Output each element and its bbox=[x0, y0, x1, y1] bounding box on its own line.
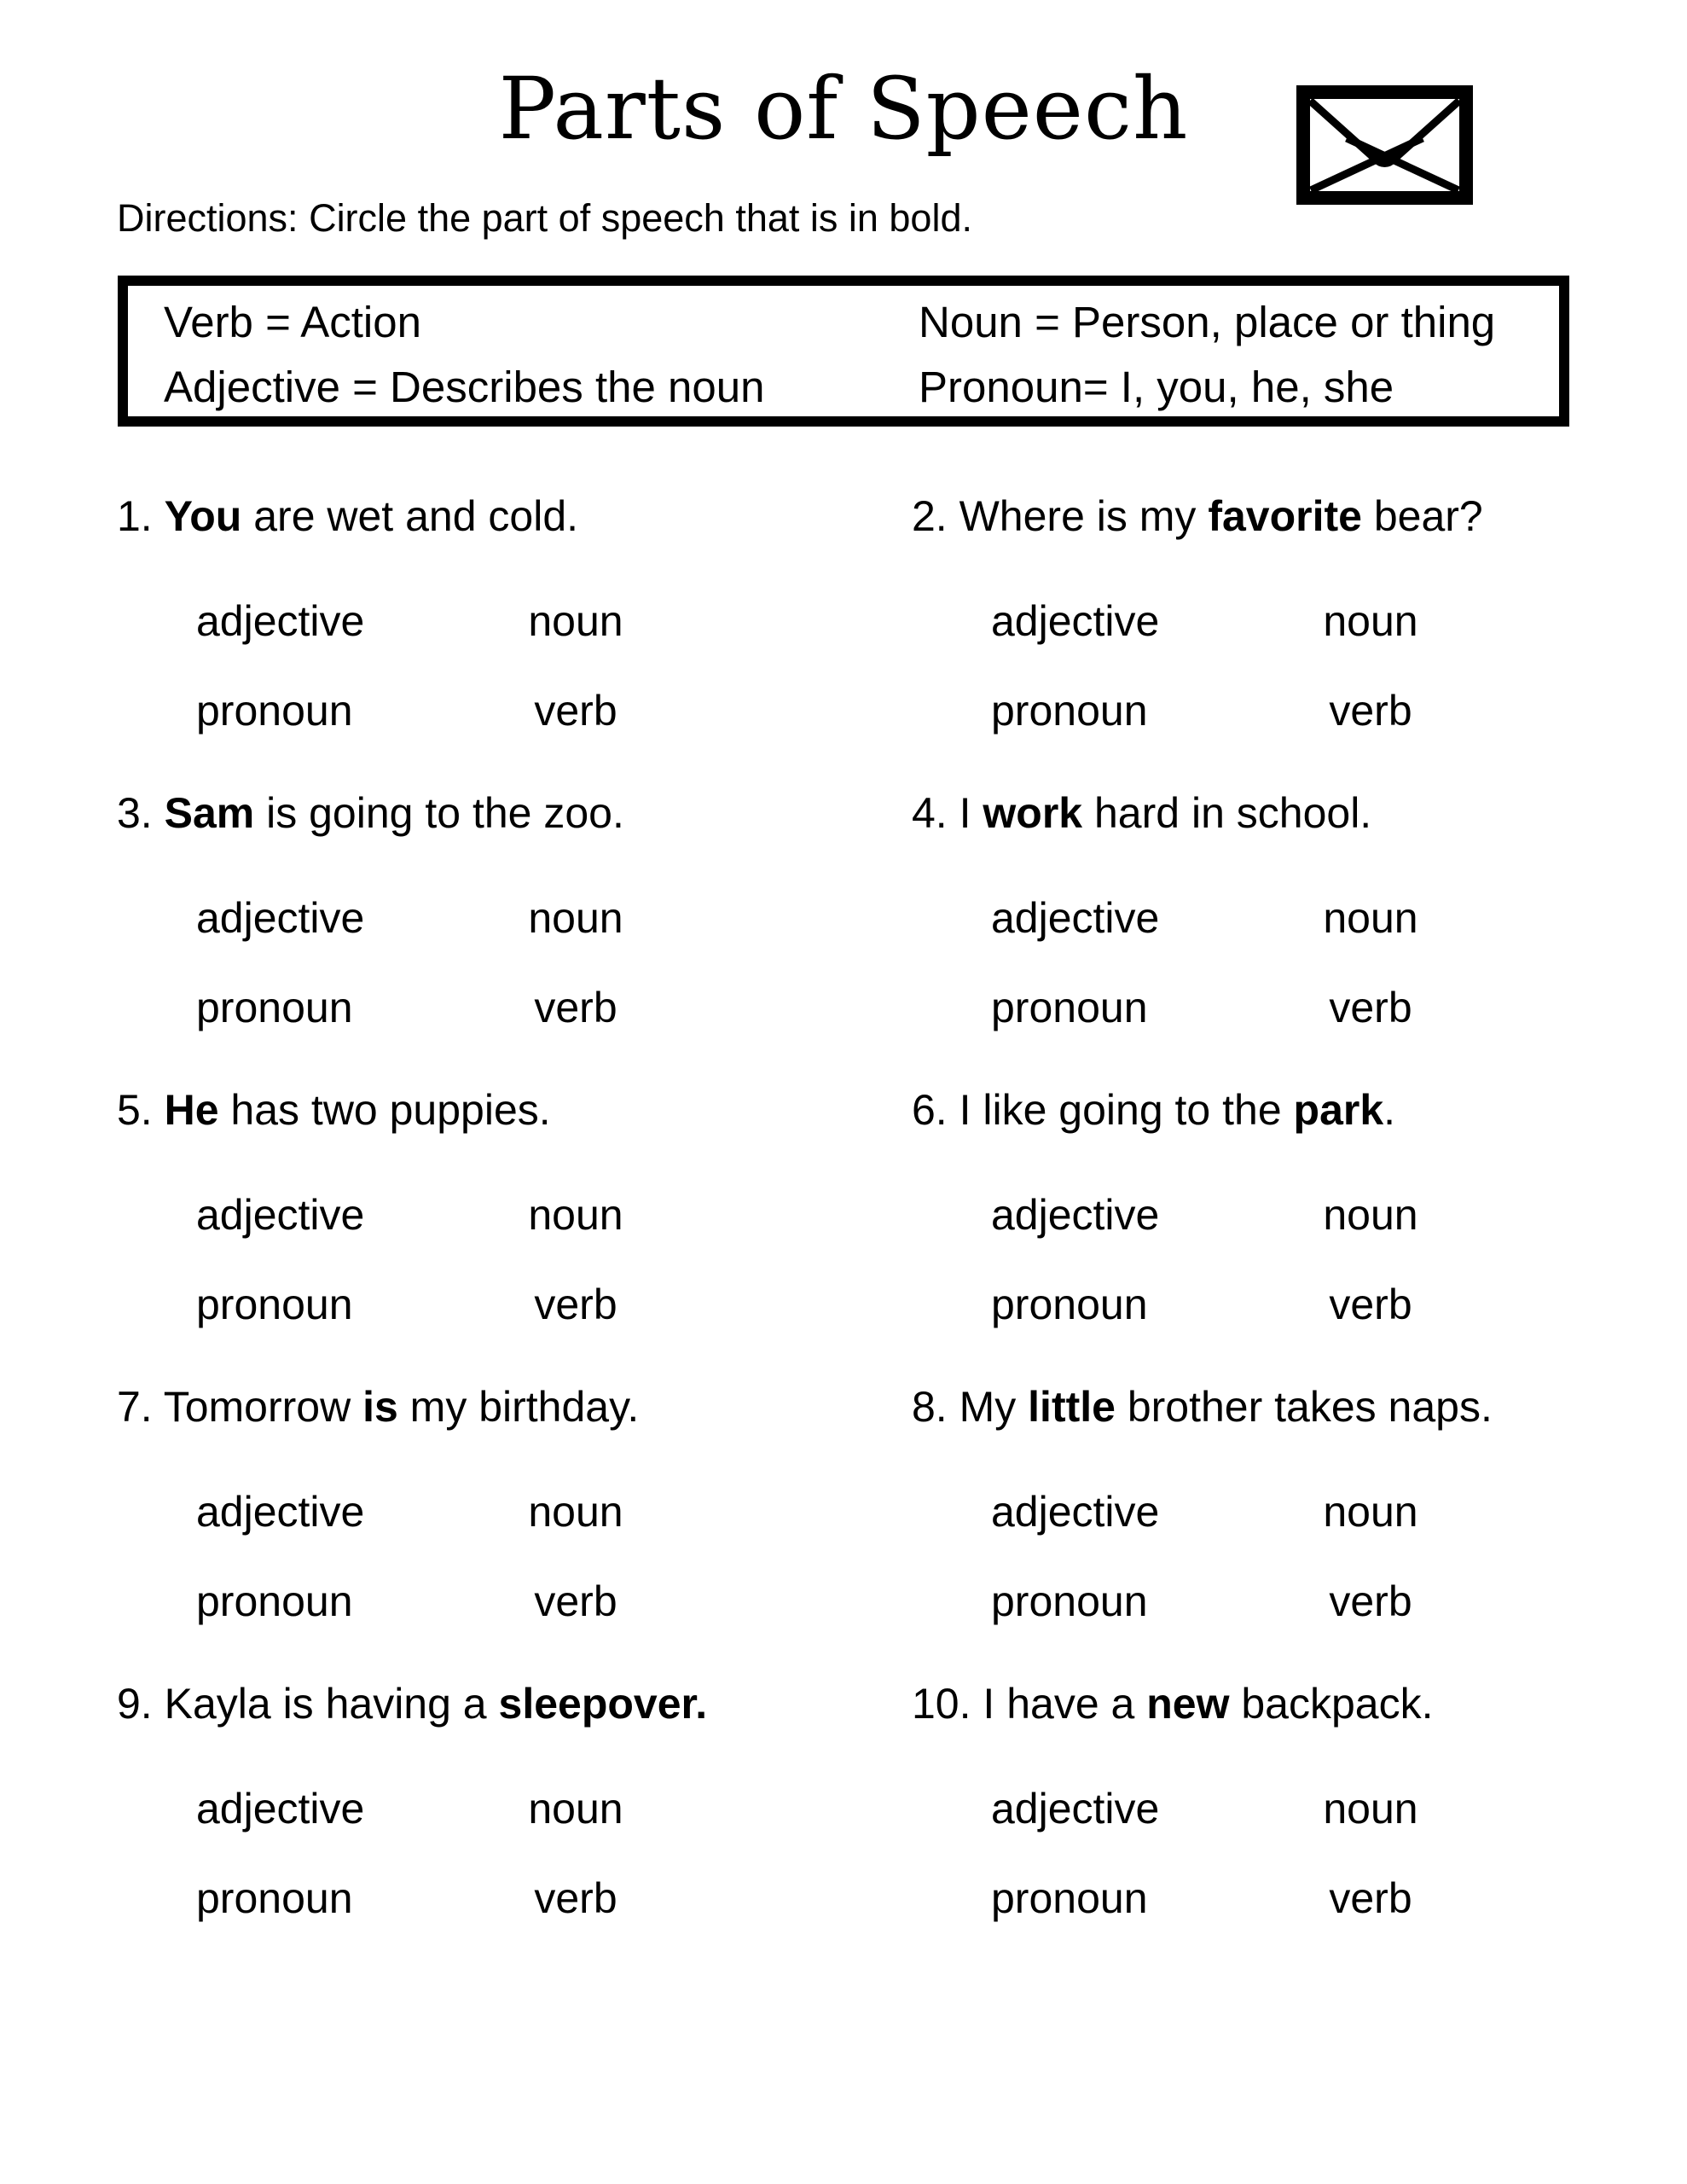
option-adjective[interactable]: adjective bbox=[991, 597, 1160, 645]
options-grid bbox=[196, 1486, 912, 1627]
question-sentence bbox=[912, 1381, 1601, 1432]
question-number: 6. bbox=[912, 1086, 948, 1134]
question-text: Sam is going to the zoo. bbox=[164, 789, 624, 837]
question-block bbox=[912, 1084, 1601, 1381]
options-grid bbox=[196, 1189, 912, 1330]
definition-noun: Noun = Person, place or thing bbox=[919, 297, 1496, 346]
option-pronoun[interactable]: pronoun bbox=[196, 687, 353, 735]
option-pronoun[interactable]: pronoun bbox=[991, 1874, 1148, 1922]
question-number: 3. bbox=[117, 789, 153, 837]
question-text: Kayla is having a sleepover. bbox=[164, 1680, 708, 1728]
option-verb[interactable]: verb bbox=[1329, 1281, 1412, 1328]
option-noun[interactable]: noun bbox=[528, 1785, 623, 1833]
option-verb[interactable]: verb bbox=[1329, 984, 1412, 1031]
question-sentence bbox=[912, 1678, 1601, 1729]
question-number: 1. bbox=[117, 492, 153, 540]
option-adjective[interactable]: adjective bbox=[196, 894, 365, 942]
option-adjective[interactable]: adjective bbox=[991, 1488, 1160, 1536]
question-number: 10. bbox=[912, 1680, 971, 1728]
question-text: My little brother takes naps. bbox=[959, 1383, 1493, 1431]
options-grid bbox=[991, 1486, 1601, 1627]
option-pronoun[interactable]: pronoun bbox=[991, 984, 1148, 1031]
option-adjective[interactable]: adjective bbox=[196, 597, 365, 645]
question-block bbox=[117, 491, 912, 787]
question-text: I have a new backpack. bbox=[983, 1680, 1434, 1728]
option-noun[interactable]: noun bbox=[1323, 1488, 1418, 1536]
options-grid bbox=[991, 595, 1601, 736]
option-adjective[interactable]: adjective bbox=[991, 1191, 1160, 1239]
option-noun[interactable]: noun bbox=[528, 1191, 623, 1239]
question-number: 4. bbox=[912, 789, 948, 837]
option-adjective[interactable]: adjective bbox=[991, 1785, 1160, 1833]
option-verb[interactable]: verb bbox=[1329, 1874, 1412, 1922]
question-block bbox=[117, 1678, 912, 1975]
option-verb[interactable]: verb bbox=[534, 1281, 617, 1328]
question-number: 7. bbox=[117, 1383, 153, 1431]
options-grid bbox=[196, 595, 912, 736]
question-number: 2. bbox=[912, 492, 948, 540]
question-block bbox=[117, 787, 912, 1084]
question-block bbox=[912, 491, 1601, 787]
option-verb[interactable]: verb bbox=[534, 1577, 617, 1625]
option-noun[interactable]: noun bbox=[1323, 1191, 1418, 1239]
definitions-box bbox=[118, 276, 1569, 427]
options-grid bbox=[991, 892, 1601, 1033]
option-verb[interactable]: verb bbox=[534, 984, 617, 1031]
option-pronoun[interactable]: pronoun bbox=[991, 1577, 1148, 1625]
question-number: 5. bbox=[117, 1086, 153, 1134]
option-adjective[interactable]: adjective bbox=[991, 894, 1160, 942]
definition-pronoun: Pronoun= I, you, he, she bbox=[919, 362, 1394, 411]
question-text: He has two puppies. bbox=[164, 1086, 551, 1134]
option-noun[interactable]: noun bbox=[528, 894, 623, 942]
question-block bbox=[117, 1084, 912, 1381]
question-number: 8. bbox=[912, 1383, 948, 1431]
option-pronoun[interactable]: pronoun bbox=[991, 1281, 1148, 1328]
option-noun[interactable]: noun bbox=[1323, 597, 1418, 645]
option-pronoun[interactable]: pronoun bbox=[196, 1874, 353, 1922]
page-title: Parts of Speech bbox=[498, 59, 1189, 159]
options-grid bbox=[991, 1783, 1601, 1924]
question-text: Tomorrow is my birthday. bbox=[163, 1383, 640, 1431]
definition-adjective: Adjective = Describes the noun bbox=[164, 362, 765, 411]
question-sentence bbox=[912, 787, 1601, 839]
directions-text: Directions: Circle the part of speech that is in bold. bbox=[117, 196, 972, 240]
option-pronoun[interactable]: pronoun bbox=[991, 687, 1148, 735]
option-adjective[interactable]: adjective bbox=[196, 1488, 365, 1536]
options-grid bbox=[196, 892, 912, 1033]
envelope-icon bbox=[1296, 85, 1473, 205]
question-number: 9. bbox=[117, 1680, 153, 1728]
question-sentence bbox=[912, 1084, 1601, 1136]
question-block bbox=[912, 1678, 1601, 1975]
question-sentence bbox=[117, 787, 912, 839]
question-sentence bbox=[912, 491, 1601, 542]
option-verb[interactable]: verb bbox=[1329, 687, 1412, 735]
option-verb[interactable]: verb bbox=[534, 687, 617, 735]
question-text: Where is my favorite bear? bbox=[959, 492, 1483, 540]
options-grid bbox=[196, 1783, 912, 1924]
option-verb[interactable]: verb bbox=[1329, 1577, 1412, 1625]
option-noun[interactable]: noun bbox=[528, 597, 623, 645]
question-block bbox=[117, 1381, 912, 1678]
option-verb[interactable]: verb bbox=[534, 1874, 617, 1922]
question-sentence bbox=[117, 1084, 912, 1136]
option-pronoun[interactable]: pronoun bbox=[196, 984, 353, 1031]
question-sentence bbox=[117, 1678, 912, 1729]
question-sentence bbox=[117, 491, 912, 542]
option-adjective[interactable]: adjective bbox=[196, 1191, 365, 1239]
option-pronoun[interactable]: pronoun bbox=[196, 1281, 353, 1328]
option-adjective[interactable]: adjective bbox=[196, 1785, 365, 1833]
question-block bbox=[912, 1381, 1601, 1678]
option-pronoun[interactable]: pronoun bbox=[196, 1577, 353, 1625]
option-noun[interactable]: noun bbox=[1323, 894, 1418, 942]
question-text: You are wet and cold. bbox=[164, 492, 579, 540]
options-grid bbox=[991, 1189, 1601, 1330]
option-noun[interactable]: noun bbox=[1323, 1785, 1418, 1833]
question-sentence bbox=[117, 1381, 912, 1432]
question-block bbox=[912, 787, 1601, 1084]
question-text: I like going to the park. bbox=[959, 1086, 1396, 1134]
option-noun[interactable]: noun bbox=[528, 1488, 623, 1536]
definition-verb: Verb = Action bbox=[164, 297, 421, 346]
question-text: I work hard in school. bbox=[959, 789, 1372, 837]
questions-grid bbox=[117, 491, 1601, 1975]
